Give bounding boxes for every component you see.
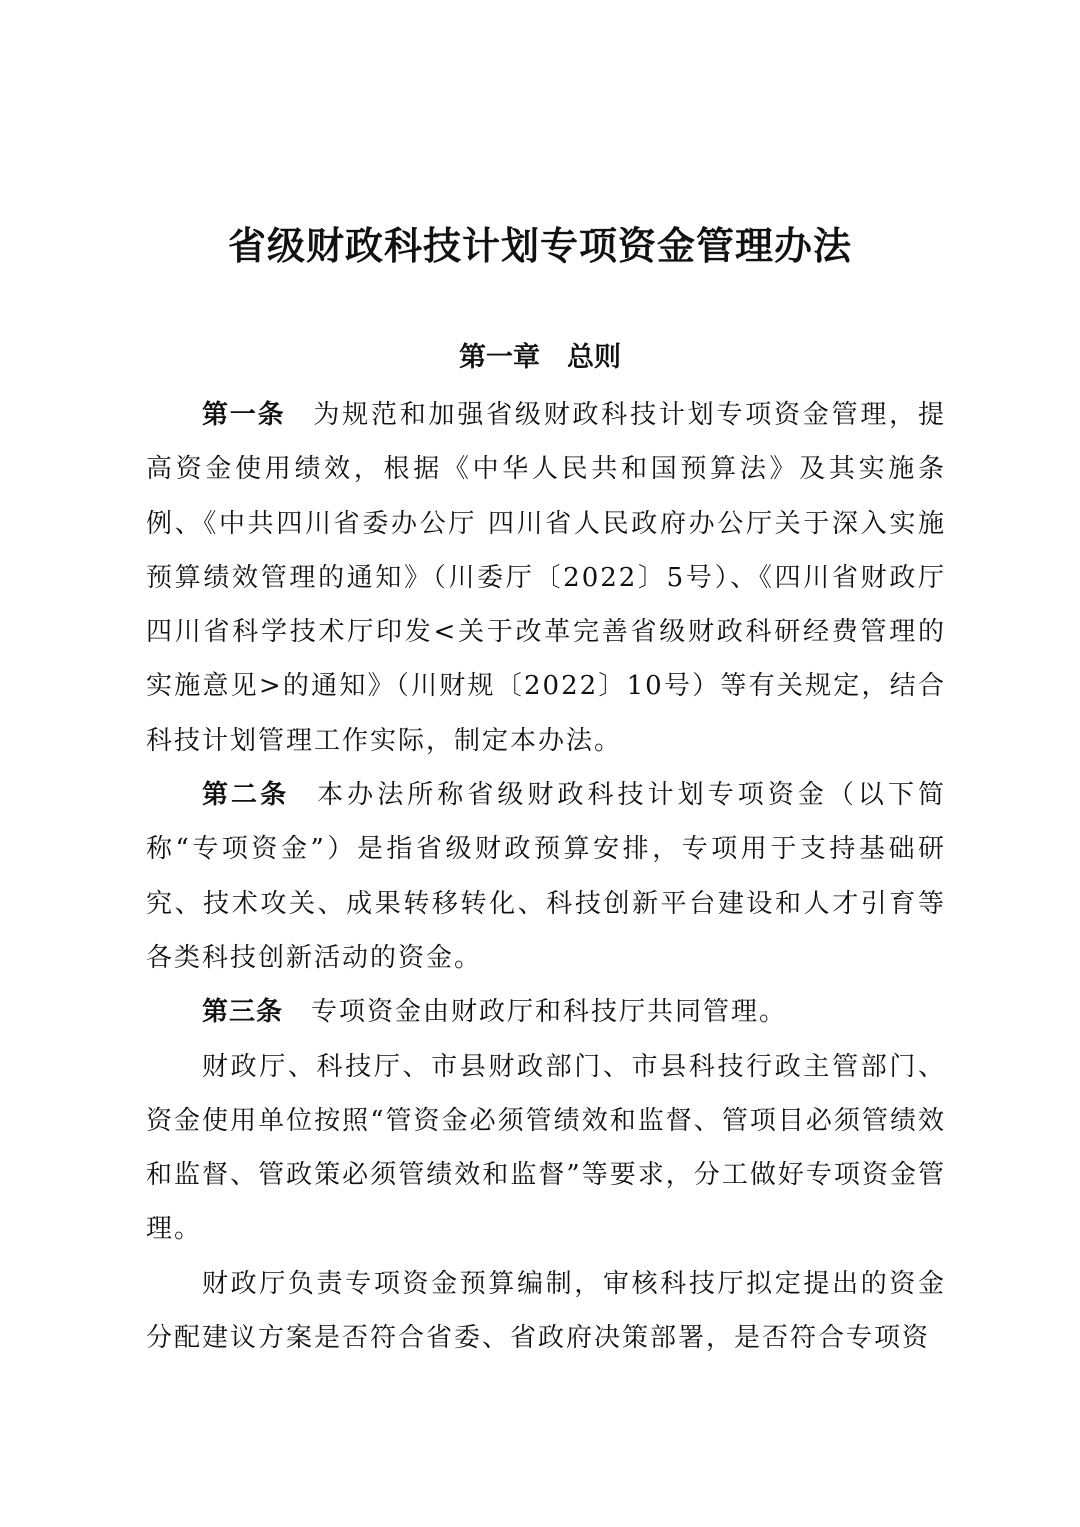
article-paragraph: [146, 388, 946, 768]
body-paragraph: [146, 1040, 946, 1257]
article-label: 第一条: [202, 400, 286, 430]
article-label: 第二条: [202, 780, 290, 811]
paragraph-text: 财政厅、科技厅、市县财政部门、市县科技行政主管部门、资金使用单位按照“管资金必须管绩效和监督、管项目必须管绩效和监督、管政策必须管绩效和监督”等要求，分工做好专项资金管理。: [146, 1051, 946, 1245]
article-label: 第三条: [202, 997, 284, 1028]
body-paragraph: [146, 1257, 946, 1366]
article-paragraph: [146, 768, 946, 985]
article-text: 本办法所称省级财政科技计划专项资金（以下简称“专项资金”）是指省级财政预算安排，专项用于支持基础研究、技术攻关、成果转移转化、科技创新平台建设和人才引育等各类科技创新活动的资金。: [146, 780, 946, 973]
paragraph-text: 财政厅负责专项资金预算编制，审核科技厅拟定提出的资金分配建议方案是否符合省委、省政府决策部署，是否符合专项资: [146, 1268, 946, 1354]
article-paragraph: [146, 985, 946, 1039]
document-body: [146, 388, 946, 1365]
article-text: 为规范和加强省级财政科技计划专项资金管理，提高资金使用绩效，根据《中华人民共和国预算法》及其实施条例、《中共四川省委办公厅 四川省人民政府办公厅关于深入实施预算绩效管理的通知》（川委厅〔2022〕5号）、《四川省财政厅 四川省科学技术厅印发<关于改革完善省级财政科研经费管理的实施意见>的通知》（川财规〔2022〕10号）等有关规定，结合科技计划管理工作实际，制定本办法。: [146, 400, 946, 756]
chapter-heading: 第一章 总则: [459, 342, 621, 373]
article-text: 专项资金由财政厅和科技厅共同管理。: [311, 997, 788, 1028]
document-title: 省级财政科技计划专项资金管理办法: [227, 224, 852, 268]
